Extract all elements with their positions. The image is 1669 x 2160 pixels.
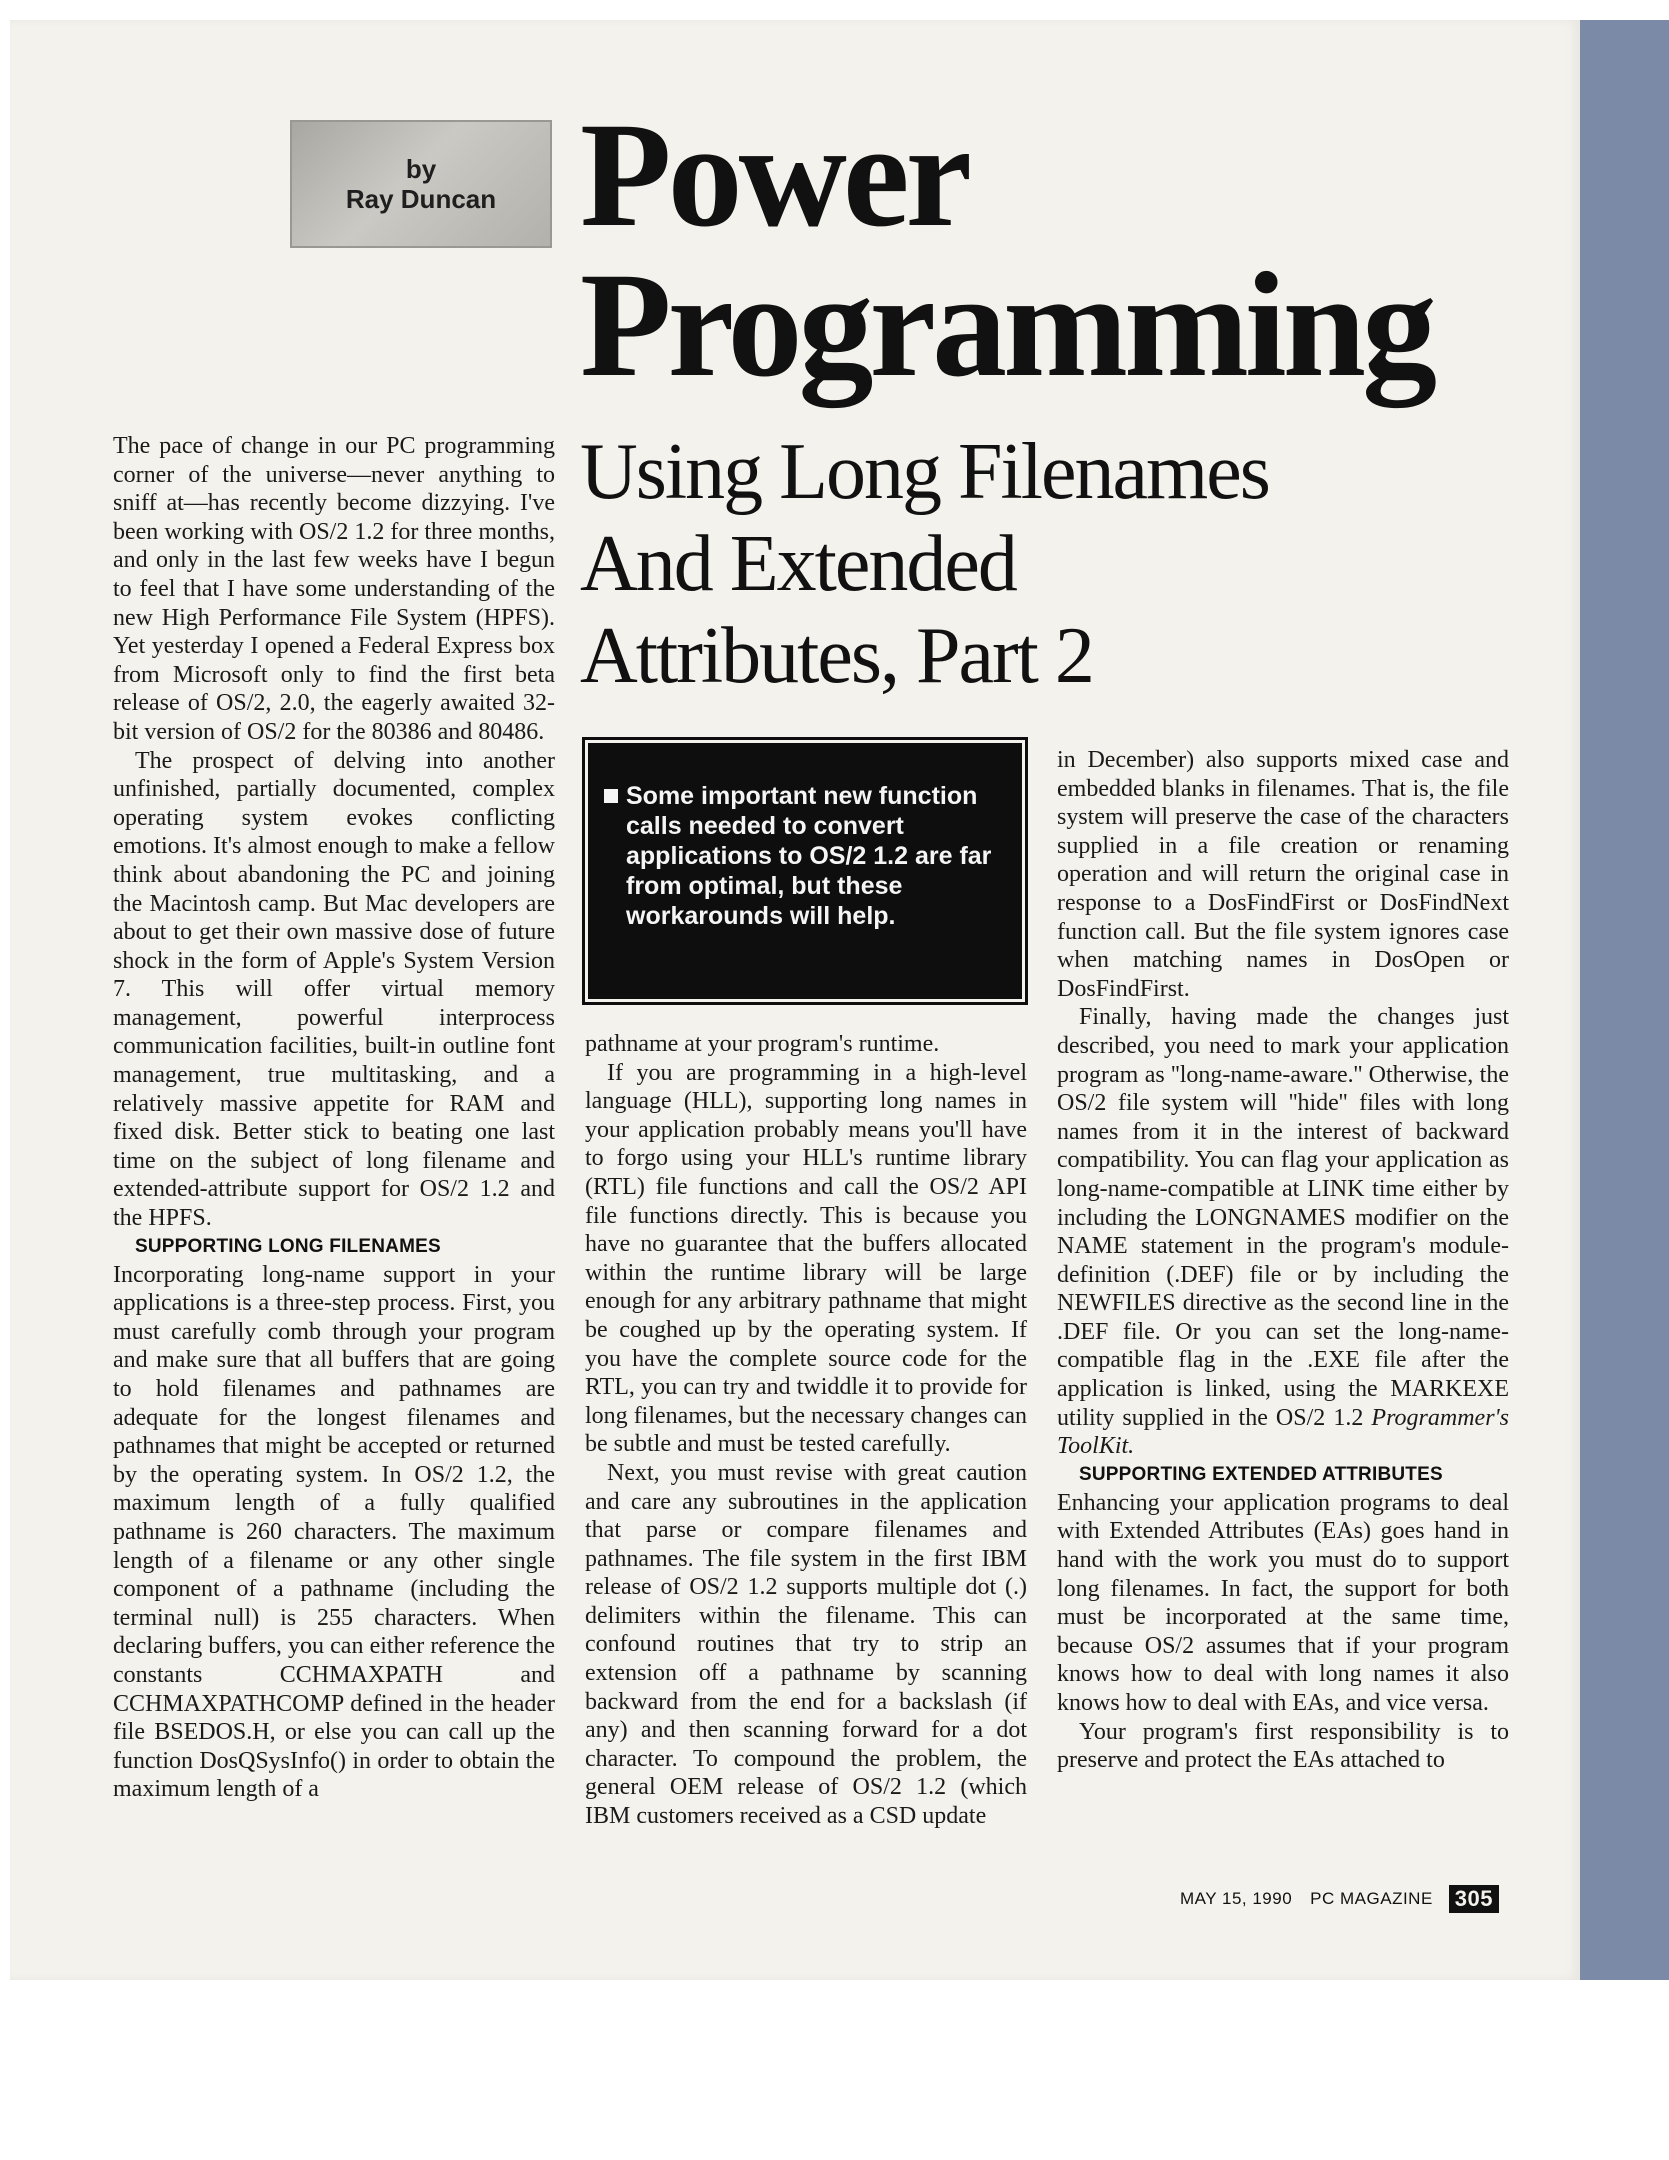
article-title [580,92,1580,408]
body-paragraph: The prospect of delving into another unfinished, partially documented, complex operating system evokes conflicting emotions. It's almost enough to make a fellow think about abandoning the PC and joining the Macintosh camp. But Mac developers are about to get their own massive dose of future shock in the form of Apple's System Version 7. This will offer virtual memory management, powerful interprocess communication facilities, built-in outline font management, true multitasking, and a relatively massive appetite for RAM and fixed disk. Better stick to beating one last time on the subject of long filename and extended-attribute support for OS/2 1.2 and the HPFS. [113,747,555,1232]
body-paragraph: The pace of change in our PC programming corner of the universe—never anything to sniff at—has recently become dizzying. I've been working with OS/2 1.2 for three months, and only in the last few weeks have I begun to feel that I have some understanding of the new High Performance File System (HPFS). Yet yesterday I opened a Federal Express box from Microsoft only to find the first beta release of OS/2, 2.0, the eagerly awaited 32-bit version of OS/2 for the 80386 and 80486. [113,433,555,745]
column-2 [585,1030,1027,1831]
body-paragraph: If you are programming in a high-level language (HLL), supporting long names in your application probably means you'll have to forgo using your HLL's runtime library (RTL) file functions and call the OS/2 API file functions directly. This is because you have no guarantee that the buffers allocated within the runtime library will be large enough for any arbitrary pathname that might be coughed up by the operating system. If you have the complete source code for the RTL, you can try and twiddle it to provide for long filenames, but the necessary changes can be subtle and must be tested carefully. [585,1059,1027,1458]
subtitle-line-3: Attributes, Part 2 [580,612,1093,700]
column-1 [113,432,555,1804]
paragraph-text: Finally, having made the changes just described, you need to mark your application program as ''long-name-aware.'' Otherwise, the OS/2 file system will ''hide'' files with long names from it in the interest of backward compatibility. You can flag your application as long-name-compatible at LINK time either by including the LONGNAMES modifier on the NAME statement in the program's module-definition (.DEF) file or by including the NEWFILES directive as the second line in the .DEF file. Or you can set the long-name-compatible flag in the .EXE file after the application is linked, using the MARKEXE utility supplied in the OS/2 1.2 [1057,1004,1509,1431]
column-3 [1057,746,1509,1775]
subtitle-line-1: Using Long Filenames [580,428,1269,516]
subtitle-line-2: And Extended [580,520,1016,608]
body-paragraph [1057,1003,1509,1461]
byline-by: by [405,154,437,184]
pull-quote-text: Some important new function calls needed to convert applications to OS/2 1.2 are far from optimal, but these workarounds will help. [626,782,992,930]
title-line-2: Programming [580,242,1434,408]
body-paragraph: pathname at your program's runtime. [585,1031,940,1057]
byline-box [290,120,552,248]
page-number: 305 [1449,1885,1499,1913]
body-paragraph: Incorporating long-name support in your applications is a three-step process. First, you must carefully comb through your program and make sure that all buffers that are going to hold filenames and pathnames are adequate for the longest filenames and pathnames that might be accepted or returned by the operating system. In OS/2 1.2, the maximum length of a fully qualified pathname is 260 characters. The maximum length of a filename or any other single component of a pathname (including the terminal null) is 255 characters. When declaring buffers, you can either reference the constants CCHMAXPATH and CCHMAXPATHCOMP defined in the header file BSEDOS.H, or else you can call up the function DosQSysInfo() in order to obtain the maximum length of a [113,1261,555,1803]
italic-title: Programmer's ToolKit. [1057,1404,1509,1460]
footer-date: MAY 15, 1990 [1180,1889,1293,1908]
square-bullet-icon [604,789,618,803]
section-heading: SUPPORTING LONG FILENAMES [135,1235,441,1257]
pull-quote-box [585,740,1025,1002]
byline-author: Ray Duncan [345,184,497,214]
title-line-1: Power [580,92,969,258]
body-paragraph: in December) also supports mixed case and embedded blanks in filenames. That is, the file system will preserve the case of the characters supplied in a file creation or renaming operation and will return the original case in response to a DosFindFirst or DosFindNext function call. But the file system ignores case when matching names in DosOpen or DosFindFirst. [1057,747,1509,1002]
section-heading: SUPPORTING EXTENDED ATTRIBUTES [1079,1463,1443,1485]
article-subtitle [580,426,1480,702]
body-paragraph: Next, you must revise with great caution and care any subroutines in the application that parse or compare filenames and pathnames. The file system in the first IBM release of OS/2 1.2 supports multiple dot (.) delimiters within the filename. This can confound routines that try to strip an extension off a pathname by scanning backward from the end for a backslash (if any) and then scanning forward for a dot character. To compound the problem, the general OEM release of OS/2 1.2 (which IBM customers received as a CSD update [585,1459,1027,1830]
body-paragraph: Your program's first responsibility is to preserve and protect the EAs attached to [1057,1718,1509,1774]
body-paragraph: Enhancing your application programs to deal with Extended Attributes (EAs) goes hand in hand with the work you must do to support long filenames. In fact, the support for both must be incorporated at the same time, because OS/2 assumes that if your program knows how to deal with long names it also knows how to deal with EAs, and vice versa. [1057,1489,1509,1716]
footer-magazine: PC MAGAZINE [1310,1889,1433,1908]
page-footer [1180,1884,1499,1914]
